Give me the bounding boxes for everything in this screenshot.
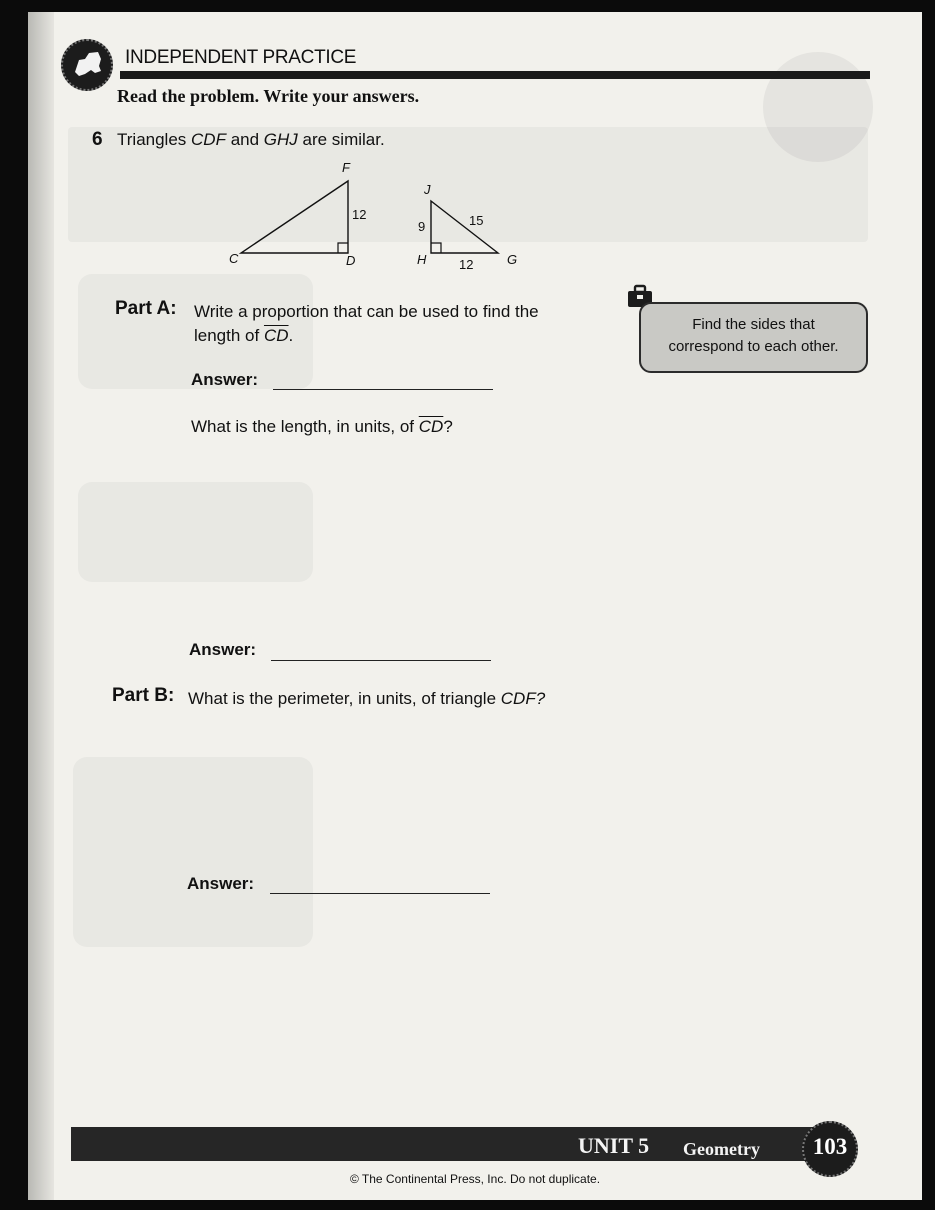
vertex-label-g: G [507, 252, 518, 267]
part-a-followup-suffix: ? [443, 417, 453, 436]
side-label-hg: 12 [459, 257, 474, 270]
page-number: 103 [812, 1134, 848, 1159]
part-b-prompt: What is the perimeter, in units, of triangle CDF? [188, 689, 546, 708]
part-a-followup-prefix: What is the length, in units, of [191, 417, 415, 436]
section-title: INDEPENDENT PRACTICE [125, 47, 357, 68]
vertex-label-d: D [346, 253, 356, 268]
side-label-jh: 9 [418, 219, 426, 234]
question-number: 6 [92, 129, 103, 150]
part-a-followup [191, 415, 453, 439]
side-label-jg: 15 [469, 213, 484, 228]
part-a-length-answer-line[interactable] [271, 660, 491, 661]
copyright-notice: © The Continental Press, Inc. Do not duplicate. [349, 1172, 601, 1186]
vertex-label-h: H [417, 252, 427, 267]
segment-cd-label: $\overline{CD}$ [263, 326, 289, 345]
part-b-label: Part B: [112, 685, 175, 706]
footer-unit: UNIT 5 [578, 1133, 650, 1158]
part-a-prompt-line2-suffix: . [288, 326, 294, 345]
part-a-answer-line[interactable] [273, 389, 493, 390]
vertex-label-f: F [342, 160, 350, 175]
bleed-through-panel [78, 482, 313, 582]
instruction-text: Read the problem. Write your answers. [117, 86, 420, 106]
book-spine [28, 12, 54, 1200]
right-angle-mark-h [431, 243, 441, 253]
part-a-prompt-line2-prefix: length of [194, 326, 260, 345]
state-badge-icon [61, 39, 113, 91]
part-a-prompt-line1: Write a proportion that can be used to find the [194, 302, 539, 321]
tip-text [641, 314, 866, 358]
worksheet-page [28, 12, 922, 1200]
tip-line1: Find the sides that [692, 316, 815, 333]
vertex-label-j: J [424, 182, 431, 197]
tip-line2: correspond to each other. [668, 338, 839, 355]
part-a-prompt [194, 300, 539, 348]
segment-cd-label-followup: $\overline{CD}$ [418, 417, 444, 436]
side-label-fd: 12 [352, 207, 367, 222]
triangle-cdf [241, 181, 348, 253]
tip-callout [639, 302, 868, 373]
part-b-answer-label: Answer: [187, 874, 255, 893]
part-a-label: Part A: [115, 298, 177, 319]
question-text: Triangles CDF and GHJ are similar. [117, 130, 385, 149]
similar-triangles-figure [223, 160, 553, 270]
part-a-length-answer-label: Answer: [189, 640, 257, 659]
part-b-answer-line[interactable] [270, 893, 490, 894]
footer-topic: Geometry [683, 1139, 760, 1159]
right-angle-mark-d [338, 243, 348, 253]
page-number-badge [802, 1121, 858, 1177]
bleed-through-panel [73, 757, 313, 947]
part-a-answer-label: Answer: [191, 370, 259, 389]
header-rule [120, 71, 870, 79]
vertex-label-c: C [229, 251, 239, 266]
